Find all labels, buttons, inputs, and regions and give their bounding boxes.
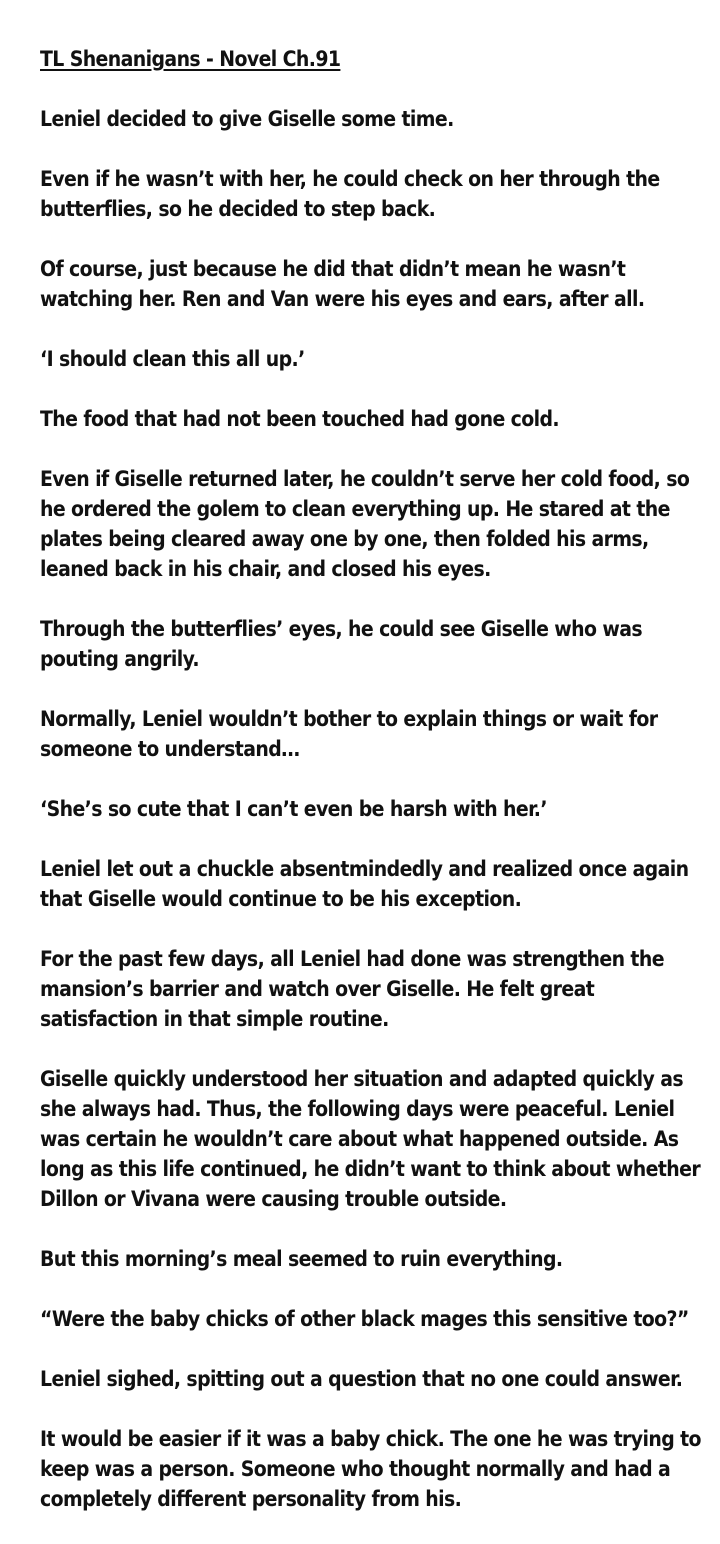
paragraph-15: Leniel sighed, spitting out a question that no one could answer. — [40, 1367, 683, 1391]
paragraph-5: The food that had not been touched had gone cold. — [40, 407, 559, 431]
paragraph-9: ‘She’s so cute that I can’t even be harsh with her.’ — [40, 797, 547, 821]
paragraph-13: But this morning’s meal seemed to ruin everything. — [40, 1247, 563, 1271]
paragraph-1: Leniel decided to give Giselle some time. — [40, 107, 454, 131]
paragraph-6: Even if Giselle returned later, he couldn’t serve her cold food, so he ordered the golem to clean everything up. He stared at the plates being cleared away one by one, then folded his arms, leaned back in his chair, and closed his eyes. — [40, 467, 690, 581]
paragraph-14: “Were the baby chicks of other black mages this sensitive too?” — [40, 1307, 689, 1331]
paragraph-12: Giselle quickly understood her situation and adapted quickly as she always had. Thus, the following days were peaceful. Leniel was certain he wouldn’t care about what happened outside. As long as this life continued, he didn’t want to think about whether Dillon or Vivana were causing trouble outside. — [40, 1067, 701, 1211]
paragraph-16: It would be easier if it was a baby chick. The one he was trying to keep was a person. Someone who thought normally and had a completely different personality from his. — [40, 1427, 701, 1511]
paragraph-11: For the past few days, all Leniel had done was strengthen the mansion’s barrier and watch over Giselle. He felt great satisfaction in that simple routine. — [40, 947, 664, 1031]
chapter-title: TL Shenanigans - Novel Ch.91 — [40, 47, 341, 71]
chapter-page — [40, 44, 710, 1544]
paragraph-4: ‘I should clean this all up.’ — [40, 347, 305, 371]
paragraph-3: Of course, just because he did that didn’t mean he wasn’t watching her. Ren and Van were his eyes and ears, after all. — [40, 257, 645, 311]
paragraph-2: Even if he wasn’t with her, he could check on her through the butterflies, so he decided to step back. — [40, 167, 660, 221]
paragraph-10: Leniel let out a chuckle absentmindedly and realized once again that Giselle would continue to be his exception. — [40, 857, 689, 911]
paragraph-7: Through the butterflies’ eyes, he could see Giselle who was pouting angrily. — [40, 617, 643, 671]
paragraph-8: Normally, Leniel wouldn’t bother to explain things or wait for someone to understand… — [40, 707, 658, 761]
